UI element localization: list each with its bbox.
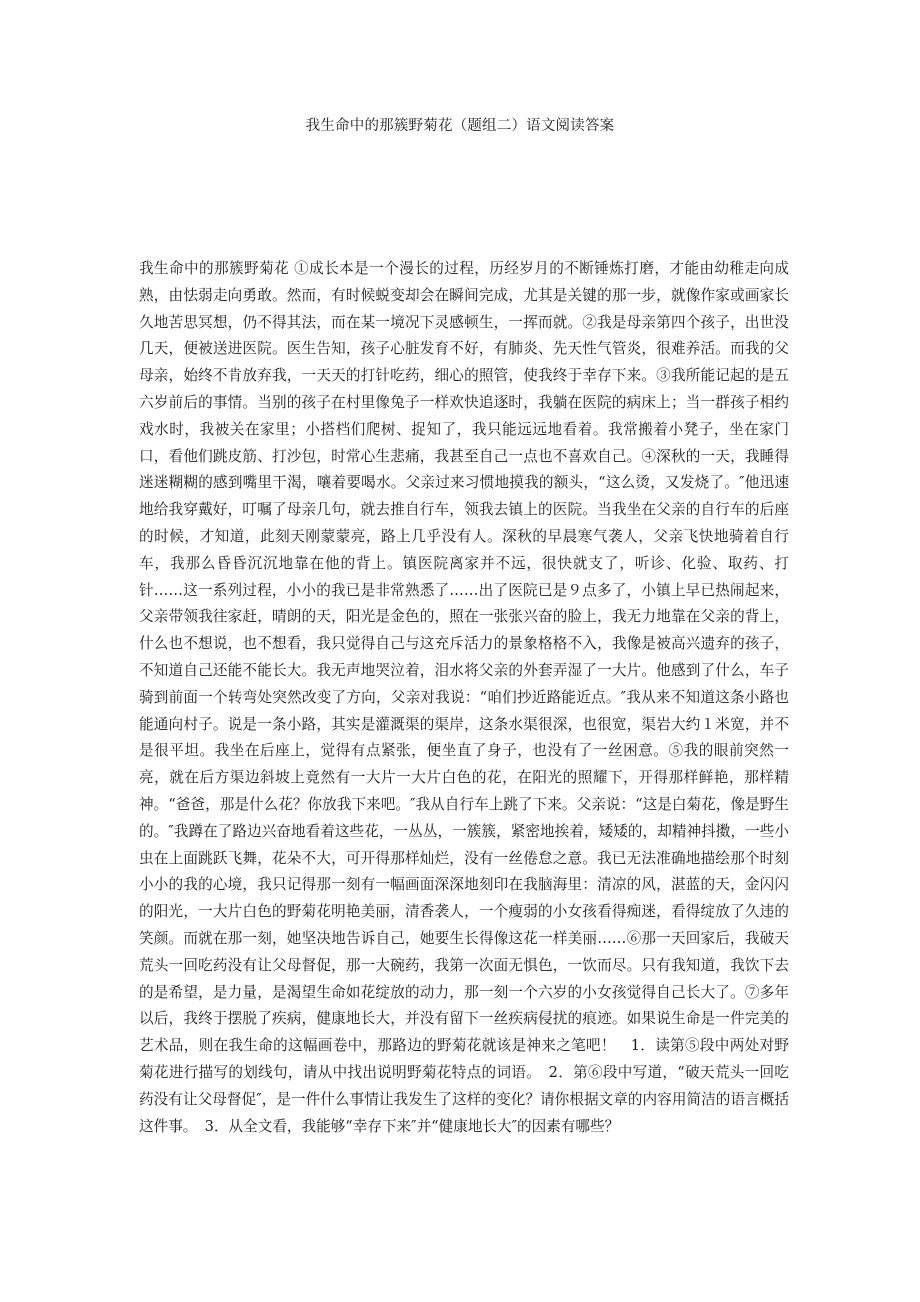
document-body-text: 我生命中的那簇野菊花 ①成长本是一个漫长的过程，历经岁月的不断锤炼打磨，才能由幼稚走向成熟，由怯弱走向勇敢。然而，有时候蜕变却会在瞬间完成，尤其是关键的那一步，就像作家或画家长久地苦思冥想，仍不得其法，而在某一境况下灵感顿生，一挥而就。②我是母亲第四个孩子，出世没几天，便被送进医院。医生告知，孩子心脏发育不好，有肺炎、先天性气管炎，很难养活。而我的父母亲，始终不肯放弃我，一天天的打针吃药，细心的照管，使我终于幸存下来。③我所能记起的是五六岁前后的事情。当别的孩子在村里像兔子一样欢快追逐时，我躺在医院的病床上；当一群孩子相约戏水时，我被关在家里；小搭档们爬树、捉知了，我只能远远地看着。我常搬着小凳子，坐在家门口，看他们跳皮筋、打沙包，时常心生悲痛，我甚至自己一点也不喜欢自己。④深秋的一天，我睡得迷迷糊糊的感到嘴里干渴，嚷着要喝水。父亲过来习惯地摸我的额头，“这么烫，又发烧了。″他迅速地给我穿戴好，叮嘱了母亲几句，就去推自行车，领我去镇上的医院。当我坐在父亲的自行车的后座的时候，才知道，此刻天刚蒙蒙亮，路上几乎没有人。深秋的早晨寒气袭人，父亲飞快地骑着自行车，我那么昏昏沉沉地靠在他的背上。镇医院离家并不远，很快就支了，听诊、化验、取药、打针……这一系列过程，小小的我已是非常熟悉了……出了医院已是９点多了，小镇上早已热闹起来，父亲带领我往家赶，晴朗的天，阳光是金色的，照在一张张兴奋的脸上，我无力地靠在父亲的背上，什么也不想说，也不想看，我只觉得自己与这充斥活力的景象格格不入，我像是被高兴遗弃的孩子，不知道自己还能不能长大。我无声地哭泣着，泪水将父亲的外套弄湿了一大片。他感到了什么，车子骑到前面一个转弯处突然改变了方向，父亲对我说：“咱们抄近路能近点。″我从来不知道这条小路也能通向村子。说是一条小路，其实是灌溉渠的渠岸，这条水渠很深，也很宽，渠岩大约１米宽，并不是很平坦。我坐在后座上，觉得有点紧张，便坐直了身子，也没有了一丝困意。⑤我的眼前突然一亮，就在后方渠边斜坡上竟然有一大片一大片白色的花，在阳光的照耀下，开得那样鲜艳，那样精神。“爸爸，那是什么花？你放我下来吧。″我从自行车上跳了下来。父亲说：“这是白菊花，像是野生的。″我蹲在了路边兴奋地看着这些花，一丛丛，一簇簇，紧密地挨着，矮矮的，却精神抖擞，一些小虫在上面跳跃飞舞，花朵不大，可开得那样灿烂，没有一丝倦怠之意。我已无法准确地描绘那个时刻小小的我的心境，我只记得那一刻有一幅画面深深地刻印在我脑海里：清凉的风，湛蓝的天，金闪闪的阳光，一大片白色的野菊花明艳美丽，清香袭人，一个瘦弱的小女孩看得痴迷，看得绽放了久违的笑颜。而就在那一刻，她坚决地告诉自己，她要生长得像这花一样美丽……⑥那一天回家后，我破天荒头一回吃药没有让父母督促，那一大碗药，我第一次面无惧色，一饮而尽。只有我知道，我饮下去的是希望，是力量，是渴望生命如花绽放的动力，那一刻一个六岁的小女孩觉得自己长大了。⑦多年以后，我终于摆脱了疾病，健康地长大，并没有留下一丝疾病侵扰的痕迹。如果说生命是一件完美的艺术品，则在我生命的这幅画卷中，那路边的野菊花就该是神来之笔吧！ 1．读第⑤段中两处对野菊花进行描写的划线句，请从中找出说明野菊花特点的词语。 2．第⑥段中写道，“破天荒头一回吃药没有让父母督促″，是一件什么事情让我发生了这样的变化？请你根据文章的内容用简洁的语言概括这件事。 3．从全文看，我能够“幸存下来″并“健康地长大″的因素有哪些？ — [139, 260, 789, 1135]
document-title: 我生命中的那簇野菊花（题组二）语文阅读答案 — [305, 118, 615, 134]
